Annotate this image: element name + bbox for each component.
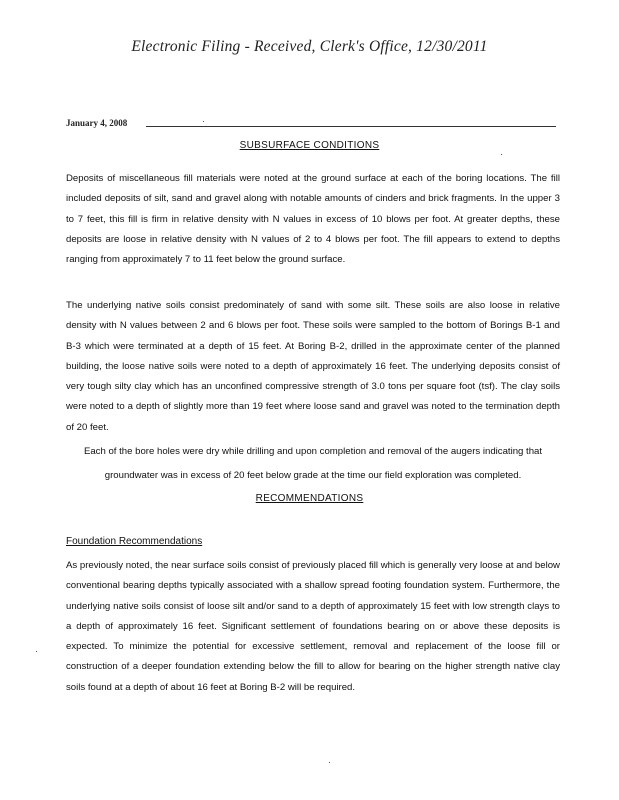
scan-speck [36, 651, 37, 652]
scan-speck [203, 121, 204, 122]
subsurface-paragraph-1: Deposits of miscellaneous fill materials were noted at the ground surface at each of the boring locations. The fill included deposits of silt, sand and gravel along with notable amounts of cinders and brick fragments. In the upper 3 to 7 feet, this fill is firm in relative density with N values in excess of 10 blows per foot. At greater depths, these deposits are loose in relative density with N values of 2 to 4 blows per foot. The fill appears to extend to depths ranging from approximately 7 to 11 feet below the ground surface. [66, 173, 560, 266]
date-rule [146, 126, 556, 127]
document-date: January 4, 2008 [66, 118, 128, 128]
subsurface-conditions-heading: SUBSURFACE CONDITIONS [239, 140, 380, 151]
scan-speck [329, 762, 330, 763]
foundation-recommendations-heading: Foundation Recommendations [66, 536, 203, 547]
filing-stamp: Electronic Filing - Received, Clerk's Office, 12/30/2011 [131, 38, 488, 55]
scan-speck [501, 154, 502, 155]
foundation-paragraph-1: As previously noted, the near surface soils consist of previously placed fill which is generally very loose at and below conventional bearing depths typically associated with a shallow spread footing foundation system. Furthermore, the underlying native soils consist of loose silt and/or sand to a depth of approximately 15 feet with low strength clays to a depth of approximately 16 feet. Significant settlement of foundations bearing on or above these deposits is expected. To minimize the potential for excessive settlement, removal and replacement of the loose fill or construction of a deeper foundation extending below the fill to allow for bearing on the higher strength native clay soils found at a depth of about 16 feet at Boring B-2 will be required. [66, 560, 560, 693]
recommendations-heading: RECOMMENDATIONS [255, 493, 364, 504]
subsurface-paragraph-2: The underlying native soils consist predominately of sand with some silt. These soils are also loose in relative density with N values between 2 and 6 blows per foot. These soils were sampled to the bottom of Borings B-1 and B-3 which were terminated at a depth of 15 feet. At Boring B-2, drilled in the approximate center of the planned building, the loose native soils were noted to a depth of approximately 16 feet. The underlying deposits consist of very tough silty clay which has an unconfined compressive strength of 3.0 tons per square foot (tsf). The clay soils were noted to a depth of slightly more than 19 feet where loose sand and gravel was noted to the termination depth of 20 feet. [66, 300, 560, 433]
subsurface-paragraph-3: Each of the bore holes were dry while drilling and upon completion and removal of the augers indicating that groundwater was in excess of 20 feet below grade at the time our field exploration was completed. [83, 446, 543, 481]
